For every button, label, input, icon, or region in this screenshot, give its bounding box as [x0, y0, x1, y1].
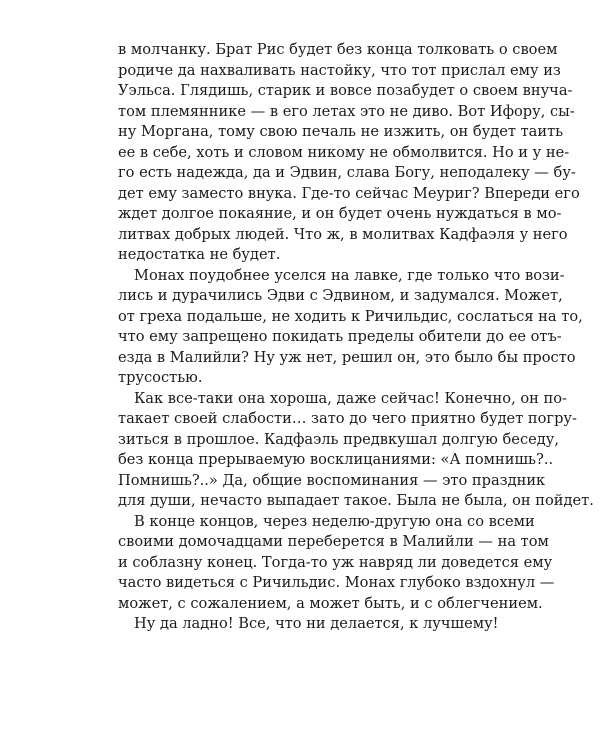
text-line: Помнишь?..» Да, общие воспоминания — это праздник [118, 471, 546, 489]
text-line: такает своей слабости… зато до чего приятно будет погру- [118, 410, 577, 427]
text-line: и соблазну конец. Тогда-то уж навряд ли доведется ему [118, 553, 553, 571]
text-line: Монах поудобнее уселся на лавке, где только что вози- [134, 266, 565, 284]
paragraph [118, 266, 583, 389]
text-line: ну Моргана, тому свою печаль не изжить, он будет таить [118, 123, 564, 140]
text-line: Как все-таки она хороша, даже сейчас! Конечно, он по- [134, 389, 567, 407]
text-line: В конце концов, через неделю-другую она со всеми [134, 512, 535, 530]
text-line: ее в себе, хоть и словом никому не обмолвится. Но и у не- [118, 143, 570, 161]
paragraph [118, 614, 499, 635]
text-line: дет ему заместо внука. Где-то сейчас Меуриг? Впереди его [118, 184, 580, 202]
paragraph [118, 512, 555, 615]
text-line: от греха подальше, не ходить к Ричильдис, сослаться на то, [118, 307, 583, 325]
text-line: ждет долгое покаяние, и он будет очень нуждаться в мо- [118, 205, 562, 222]
text-line: может, с сожалением, а может быть, и с облегчением. [118, 594, 543, 612]
text-line: без конца прерываемую восклицаниями: «А помнишь?.. [118, 451, 554, 468]
body-text [118, 40, 594, 635]
text-line: родиче да нахваливать настойку, что тот прислал ему из [118, 61, 561, 79]
text-line: го есть надежда, да и Эдвин, слава Богу, неподалеку — бу- [118, 164, 576, 181]
text-line: том племяннике — в его летах это не диво. Вот Ифору, сы- [118, 102, 575, 120]
text-line: недостатка не будет. [118, 246, 281, 263]
text-line: зиться в прошлое. Кадфаэль предвкушал долгую беседу, [118, 430, 559, 448]
text-line: трусостью. [118, 369, 203, 386]
text-line: литвах добрых людей. Что ж, в молитвах Кадфаэля у него [118, 225, 568, 243]
text-line: своими домочадцами переберется в Малийли — на том [118, 533, 549, 550]
text-line: в молчанку. Брат Рис будет без конца толковать о своем [118, 41, 558, 58]
text-line: для души, нечасто выпадает такое. Была не была, он пойдет. [118, 492, 594, 509]
paragraph [118, 389, 594, 512]
text-line: часто видеться с Ричильдис. Монах глубоко вздохнул — [118, 574, 555, 591]
paragraph [118, 40, 580, 266]
text-line: езда в Малийли? Ну уж нет, решил он, это было бы просто [118, 348, 576, 366]
text-line: что ему запрещено покидать пределы обители до ее отъ- [118, 328, 562, 345]
text-line: лись и дурачились Эдви с Эдвином, и задумался. Может, [118, 287, 563, 304]
text-line: Ну да ладно! Все, что ни делается, к лучшему! [134, 615, 499, 632]
text-line: Уэльса. Глядишь, старик и вовсе позабудет о своем внуча- [118, 82, 573, 99]
